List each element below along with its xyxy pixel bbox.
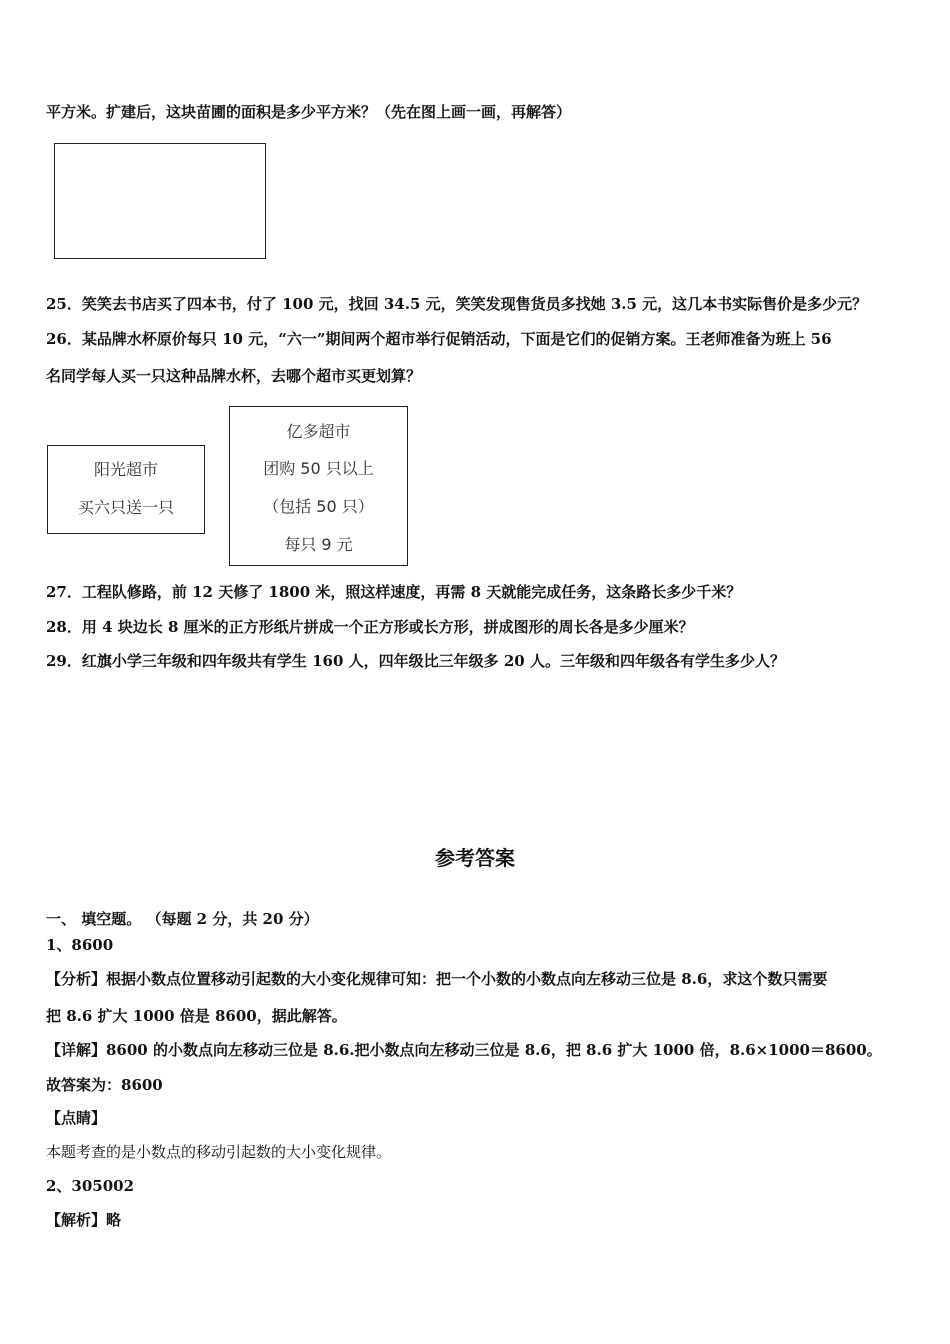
answer-1-comment-label: 【点睛】 [46,1109,107,1127]
yangguang-offer: 买六只送一只 [77,498,174,517]
answers-title: 参考答案 [435,846,515,870]
nursery-rectangle-diagram [54,143,266,259]
answer-1-label: 1、8600 [46,936,114,954]
question-26-line-1: 26．某品牌水杯原价每只 10 元，“六一”期间两个超市举行促销活动，下面是它们的促销方案。王老师准备为班上 56 [46,330,832,348]
yiduo-name: 亿多超市 [286,422,351,441]
answer-1-analysis-line-2: 把 8.6 扩大 1000 倍是 8600，据此解答。 [46,1007,347,1025]
answer-1-analysis-line-1: 【分析】根据小数点位置移动引起数的大小变化规律可知：把一个小数的小数点向左移动三位是 8.6，求这个数只需要 [46,970,828,988]
question-27: 27．工程队修路，前 12 天修了 1800 米，照这样速度，再需 8 天就能完成任务，这条路长多少千米？ [46,583,742,601]
question-25: 25．笑笑去书店买了四本书，付了 100 元，找回 34.5 元，笑笑发现售货员多找她 3.5 元，这几本书实际售价是多少元？ [46,295,868,313]
answers-section-1: 一、 填空题。 （每题 2 分，共 20 分） [46,910,319,928]
question-28: 28．用 4 块边长 8 厘米的正方形纸片拼成一个正方形或长方形，拼成图形的周长各是多少厘米？ [46,618,694,636]
answer-2-analysis: 【解析】略 [46,1211,122,1229]
yiduo-offer: 团购 50 只以上 [263,459,374,478]
answer-1-detail: 【详解】8600 的小数点向左移动三位是 8.6.把小数点向左移动三位是 8.6，把 8.6 扩大 1000 倍，8.6×1000＝8600。 [46,1041,882,1059]
yiduo-supermarket-box [229,406,408,566]
yangguang-supermarket-box [47,445,205,534]
question-24-tail: 平方米。扩建后，这块苗圃的面积是多少平方米？（先在图上画一画，再解答） [46,103,572,121]
answer-2-label: 2、305002 [46,1177,135,1195]
question-26-line-2: 名同学每人买一只这种品牌水杯，去哪个超市买更划算？ [46,367,422,385]
yangguang-name: 阳光超市 [93,460,158,479]
yiduo-note: （包括 50 只） [263,497,374,516]
yiduo-price: 每只 9 元 [284,535,353,554]
answer-1-comment: 本题考查的是小数点的移动引起数的大小变化规律。 [46,1143,392,1161]
answer-1-final: 故答案为：8600 [46,1076,163,1094]
question-29: 29．红旗小学三年级和四年级共有学生 160 人，四年级比三年级多 20 人。三年级和四年级各有学生多少人？ [46,652,785,670]
